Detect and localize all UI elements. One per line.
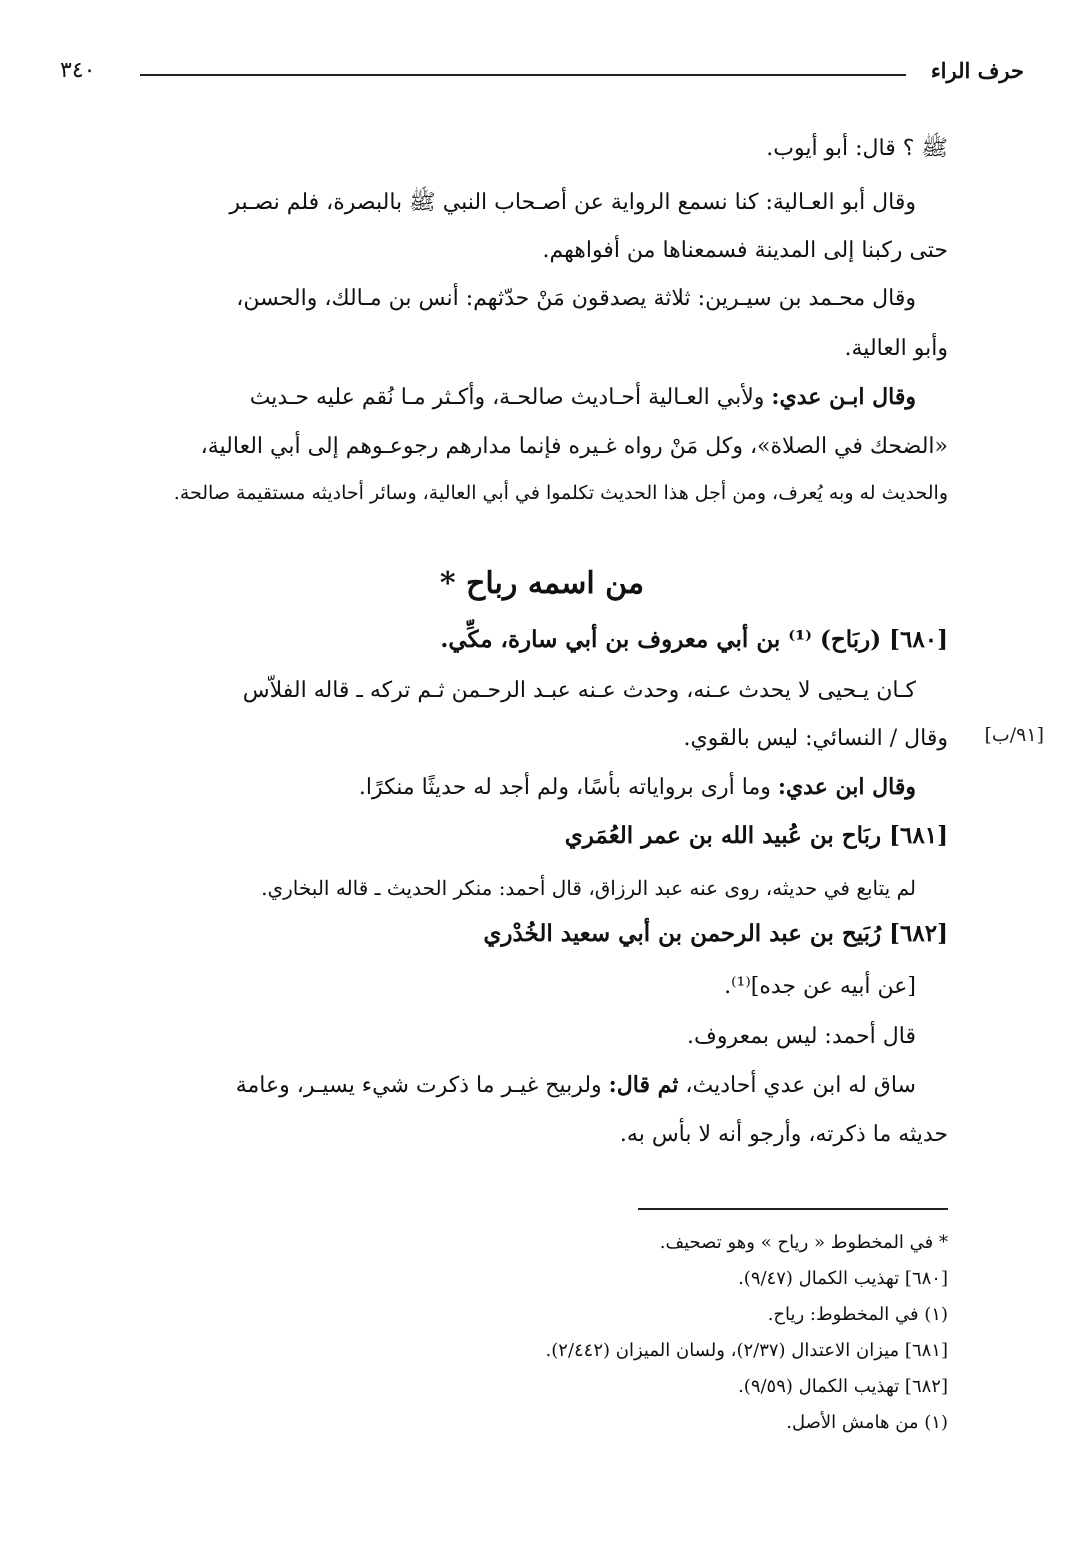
text-span: ولربيح غيـر ما ذكرت شيء يسيـر، وعامة <box>235 1073 609 1098</box>
text-line: وقال / النسائي: ليس بالقوي. <box>683 726 948 751</box>
text-line: حتى ركبنا إلى المدينة فسمعناها من أفواههم. <box>542 238 948 263</box>
text-line: حديثه ما ذكرته، وأرجو أنه لا بأس به. <box>619 1122 948 1147</box>
text-line: «الضحك في الصلاة»، وكل مَنْ رواه غـيره فإنما مدارهم رجوعـوهم إلى أبي العالية، <box>200 434 948 459</box>
text-line: ﷺ ؟ قال: أبو أيوب. <box>766 136 948 161</box>
text-span: ساق له ابن عدي أحاديث، <box>678 1073 916 1098</box>
text-line: قال أحمد: ليس بمعروف. <box>687 1024 916 1049</box>
running-title: حرف الراء <box>930 58 1024 83</box>
text-line: وأبو العالية. <box>844 336 948 361</box>
text-line: والحديث له وبه يُعرف، ومن أجل هذا الحديث تكلموا في أبي العالية، وسائر أحاديثه مستقيمة صالحة. <box>173 482 948 504</box>
footnote-separator <box>638 1208 948 1210</box>
entry-title: [٦٨٢] رُبَيح بن عبد الرحمن بن أبي سعيد الخُدْري <box>483 920 948 947</box>
text-line: وقال محـمد بن سيـرين: ثلاثة يصدقون مَنْ حدّثهم: أنس بن مـالك، والحسن، <box>236 286 916 311</box>
header-rule <box>140 74 906 76</box>
text-line <box>359 774 916 800</box>
page-number: ٣٤٠ <box>60 58 96 83</box>
text-line: [عن أبيه عن جده]⁽¹⁾. <box>724 974 916 999</box>
bold-phrase: ثم قال: <box>608 1072 679 1098</box>
footnote: [٦٨١] ميزان الاعتدال (٢/٣٧)، ولسان الميزان (٢/٤٤٢). <box>545 1340 948 1361</box>
text-line <box>236 1072 916 1098</box>
entry-title: [٦٨١] ربَاح بن عُبيد الله بن عمر العُمَري <box>564 822 948 849</box>
text-span: وما أرى برواياته بأسًا، ولم أجد له حديثًا منكرًا. <box>358 775 778 800</box>
text-line: لم يتابع في حديثه، روى عنه عبد الرزاق، قال أحمد: منكر الحديث ـ قاله البخاري. <box>261 876 916 900</box>
text-span: ولأبي العـالية أحـاديث صالحـة، وأكـثر مـا نُقم عليه حـديث <box>249 385 772 410</box>
margin-note: [٩١/ب] <box>984 724 1044 746</box>
text-line <box>250 384 916 410</box>
footnote: [٦٨٠] تهذيب الكمال (٩/٤٧). <box>738 1268 948 1289</box>
text-line: كـان يـحيى لا يحدث عـنه، وحدث عـنه عبـد الرحـمن ثـم تركه ـ قاله الفلاّس <box>242 678 916 703</box>
entry-title: [٦٨٠] (ربَاح) ⁽¹⁾ بن أبي معروف بن أبي سارة، مكِّي. <box>440 626 948 653</box>
text-line: وقال أبو العـالية: كنا نسمع الرواية عن أصـحاب النبي ﷺ بالبصرة، فلم نصـبر <box>229 190 916 215</box>
bold-phrase: وقال ابن عدي: <box>777 774 916 800</box>
bold-phrase: وقال ابـن عدي: <box>771 384 916 410</box>
page-header <box>60 58 1024 98</box>
footnote: (١) من هامش الأصل. <box>786 1412 948 1433</box>
footnote: * في المخطوط « رياح » وهو تصحيف. <box>659 1232 948 1253</box>
footnote: (١) في المخطوط: رياح. <box>767 1304 948 1325</box>
section-heading: من اسمه رباح * <box>439 566 645 601</box>
footnote: [٦٨٢] تهذيب الكمال (٩/٥٩). <box>738 1376 948 1397</box>
